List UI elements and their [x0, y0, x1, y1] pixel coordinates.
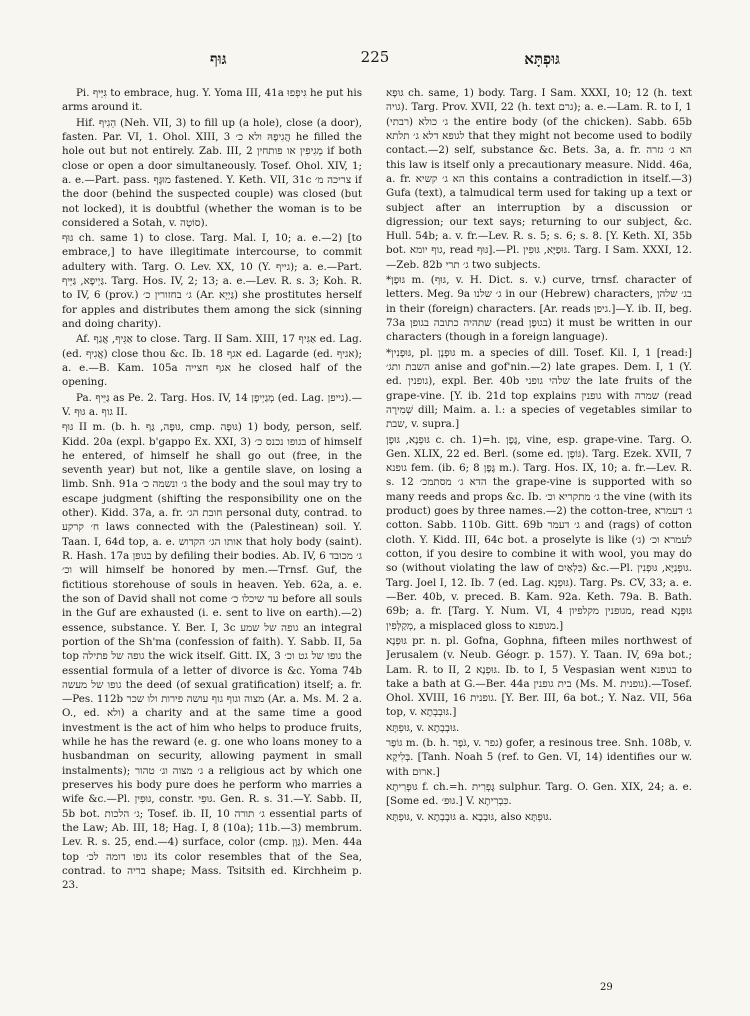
left-column [62, 86, 362, 971]
entry-af: Af. אַגֵּיף, אֲגַף to close. Targ. II Sam. XIII, 17 אַגִּיף ed. Lag. (ed. אֲגִיף) close thou &c. Ib. 18 אגף ed. Lagarde (ed. אגיף); a. e.—B. Kam. 105a אגף חצייה he closed half of the opening. [62, 333, 362, 389]
entry-gufrita: גּוּפְרִיתָא f. ch.=h. גָּפְרִית sulphur. Targ. O. Gen. XIX, 24; a. e. [Some ed. גּוּפ׳.] V. כִּבְרִיתָא. [386, 781, 692, 808]
entry-guf-ii: גּוּף II m. (b. h. גּוּפָה, גַּף, cmp. גּוּפָה) 1) body, person, self. Kidd. 20a (expl. b'gappo Ex. XXI, 3) בגופו נכנס כ׳ of himself he entered, of himself he shall go out (free, in the seventh year) but not, like a gentile slave, on losing a limb. Snh. 91a ג׳ ונשמה כ׳ the body and the soul may try to escape judgment (shifting the responsibility one on the other). Kidd. 37a, a. fr. חובת הג׳ personal duty, contrad. to ח׳ קרקע laws connected with the (Palestinean) soil. Y. Taan. I, 64d top, a. e. אותו הג׳ הקדוש that holy body (saint). R. Hash. 17a בגופן by defiling their bodies. Ab. IV, 6 ג׳ מכובד וכ׳ will himself be honored by men.—Trnsf. Guf, the fictitious storehouse of souls in heaven. Yeb. 62a, a. e. the son of David shall not come עד שיכלו כ׳ before all souls in the Guf are exhausted (i. e. sent to live on earth).—2) essence, substance. Y. Ber. I, 3c גופה של שמע an integral portion of the Sh'ma (confession of faith). Y. Sabb. II, 5a top גופה של פתילה the wick itself. Gitt. IX, 3 גופו של גט וכ׳ the essential formula of a letter of divorce is &c. Yoma 74b גופו של מעשה the deed (of sexual gratification) itself; a. fr.—Pes. 112b מצוה וגוף גוף עושה פירות ולו שכר (Ar. a. Ms. M. 2 a. O., ed. ולא) a charity and at the same time a good investment is the act of him who helps to produce fruits, while he has the reward (e. g. one who loans money to a husbandman on security, allowing payment in small instalments); ג׳ מצוה וג׳ טהור a religious act by which one preserves his body pure does he perform who marries a wife &c.—Pl. גּוּפִין, constr. גּוּפֵי. Gen. R. s. 31.—Y. Sabb. II, 5b bot. ג׳ הלכות; Tosef. ib. II, 10 ג׳ תורה essential parts of the Law; Ab. III, 18; Hag. I, 8 (10a); 11b.—3) membrum. Lev. R. s. 25, end.—4) surface, color (cmp. גַּוָּן). Men. 44a top גופו דומה לכ׳ its color resembles that of the Sea, contrad. to בריה shape; Mass. Tsitsith ed. Kirchheim p. 23. [62, 421, 362, 892]
entry-gofer: גּוֹפֶר m. (b. h. גֹּפֶר, v. גפר) gofer, a resinous tree. Snh. 108b, v. בְּלִיקָא. [Tanh. Noah 5 (ref. to Gen. VI, 14) identifies our w. with ארוּם.] [386, 737, 692, 778]
header-right-catchword: גּוּפְתָּא [524, 50, 560, 68]
signature-mark: 29 [600, 982, 613, 993]
entry-gufanin: *גּוּפָנִין, pl. גּוּפְנָן m. a species of dill. Tosef. Kil. I, 1 [read:] השבת ותג׳ anise and gof'nin.—2) late grapes. Dem. I, 1 (Y. ed. גופנין), expl. Ber. 40b שלהי גופני the late fruits of the grape-vine. [Y. ib. 21d top explains גופנין with שמרה (read שְׁמִירָה dill; Maim. a. l.: a species of vegetables similar to שבת, v. supra.] [386, 346, 692, 431]
running-header [60, 48, 690, 72]
entry-gufta-also: גּוּפְתָּא, v. גּוּבְבְתָא a. גּוּבְבָא, also גּוּפְתָּא. [386, 810, 553, 823]
entry-gufan: *גּוּפָן m. (גּוּף, v. H. Dict. s. v.) curve, trnsf. character of letters. Meg. 9a ג׳ שלנו in our (Hebrew) characters, בג׳ שלהן in their (foreign) characters. [Ar. reads גיפן.]—Y. ib. II, beg. 73a שתהיה כתובה בגופן (read בגוּפָן) it must be written in our characters (though in a foreign language). [386, 274, 692, 344]
entry-gufta-ref: גּוּפְתָּא, v. גּוּבְבְתָא. [386, 721, 460, 734]
entry-pa: Pa. גַּיֵּיף as Pe. 2. Targ. Hos. IV, 14 מְגַיְיפָן (ed. Lag. גייפן).—V. גּוּף a. גוף II. [62, 391, 362, 418]
entry-gufna-vine: גּוּפְנָא, גּוּפָן c. ch. 1)=h. גֶּפֶן, vine, esp. grape-vine. Targ. O. Gen. XLIX, 22 ed. Berl. (some ed. גּוֹפֶן). Targ. Ezek. XVII, 7 גופנא fem. (ib. 6; 8 גֶּפֶן m.). Targ. Hos. IX, 10; a. fr.—Lev. R. s. 12 הדא ג׳ מסתמכ׳ the grape-vine is supported with so many reeds and props &c. Ib. ג׳ מתקריא וכ׳ the vine (with its product) goes by three names.—2) the cotton-tree, ג׳ דעמרא cotton. Sabb. 110b. Gitt. 69b ג׳ דעמר and (rags) of cotton cloth. Y. Kidd. III, 64c bot. a proselyte is like לעמרא וכ׳ (ג׳) cotton, if you desire to combine it with wool, you may do so (without violating the law of כִּלְאַיִם) &c.—Pl. גּוּפְנַיָּא, גּוּפְנִין. Targ. Joel I, 12. Ib. 7 (ed. Lag. גּוּפְנָא). Targ. Ps. CV, 33; a. e.—Ber. 40b, v. preced. B. Kam. 92a. Keth. 79a. B. Bath. 69b; a. fr. [Targ. Y. Num. VI, 4 מגופנין מקלפיון, read גּוּפְנָא מְקַלְּפִין, a misplaced gloss to מגופנא.] [386, 433, 692, 632]
entry-hif: Hif. הֵגִיף (Neh. VII, 3) to fill up (a hole), close (a door), fasten. Par. VI, 1. Ohol. XIII, 3 הֲגִיפָהּ ולא כ׳ he filled the hole out but not entirely. Zab. III, 2 מְגִיפִין או פותחין if both close or open a door simultaneously. Tosef. Ohol. XIV, 1; a. e.—Part. pass. מוּגָּף fastened. Y. Keth. VII, 31c צריכה מ׳ if the door (behind the suspected couple) was closed (but not locked), it is doubtful (whether the woman is to be considered a Sotah, v. סוֹטָה). [62, 116, 362, 229]
right-column [386, 86, 692, 966]
entry-gufa: גּוּפָא ch. same, 1) body. Targ. I Sam. XXXI, 10; 12 (h. text גויה). Targ. Prov. XVII, 22 (h. text גרם); a. e.—Lam. R. to I, 1 (רבתי) ג׳ כולא the entire body (of the chicken). Sabb. 65b לגופא דלא ג׳ תלתא that they might not become used to bodily contact.—2) self, substance &c. Bets. 3a, a. fr. הא ג׳ גזרה this law is itself only a precautionary measure. Nidd. 46a, a. fr. הא ג׳ קשיא this contains a contradiction in itself.—3) Gufa (text), a talmudical term used for taking up a text or subject after an interruption by a discussion or digression; our text says; returning to our subject, &c. Hull. 54b; a. v. fr.—Lev. R. s. 5; s. 6; s. 8. [Y. Keth. XI, 35b bot. גוף יומא, read גּוּף].—Pl. גּוּפַיָּא, גּוּפִין. Targ. I Sam. XXXI, 12.—Zeb. 82b ג׳ תרי two subjects. [386, 87, 692, 271]
header-left-catchword: גּוּף [210, 50, 227, 68]
entry-gufna-place: גּוּפְנָא pr. n. pl. Gofna, Gophna, fifteen miles northwest of Jerusalem (v. Neub. Géogr. p. 157). Y. Taan. IV, 69a bot.; Lam. R. to II, 2 גּוּפְנָא. Ib. to I, 5 Vespasian went בגופנא to take a bath at G.—Ber. 44a בית גופנין (Ms. M. גופנית).—Tosef. Ohol. XVIII, 16 גופנית. [Y. Ber. III, 6a bot.; Y. Naz. VII, 56a top, v. גּוּבְבְתָא.] [386, 634, 692, 719]
entry-pi: Pi. גִּיֵּיף to embrace, hug. Y. Yoma III, 41a גִּיפְפוּ he put his arms around it. [62, 87, 362, 114]
page-number: 225 [360, 48, 390, 66]
entry-guf-ch: גּוּף ch. same 1) to close. Targ. Mal. I, 10; a. e.—2) [to embrace,] to have illegitimate intercourse, to commit adultery with. Targ. O. Lev. XX, 10 (Y. גייף); a. e.—Part. גַּיְיפָא, גַּיֵּיף. Targ. Hos. IV, 2; 13; a. e.—Lev. R. s. 3; Koh. R. to IV, 6 (prov.) ג׳ בחזורין כ׳ (Ar. גַּיְיָא) she prostitutes herself for apples and distributes them among the sick (sinning and doing charity). [62, 232, 362, 330]
